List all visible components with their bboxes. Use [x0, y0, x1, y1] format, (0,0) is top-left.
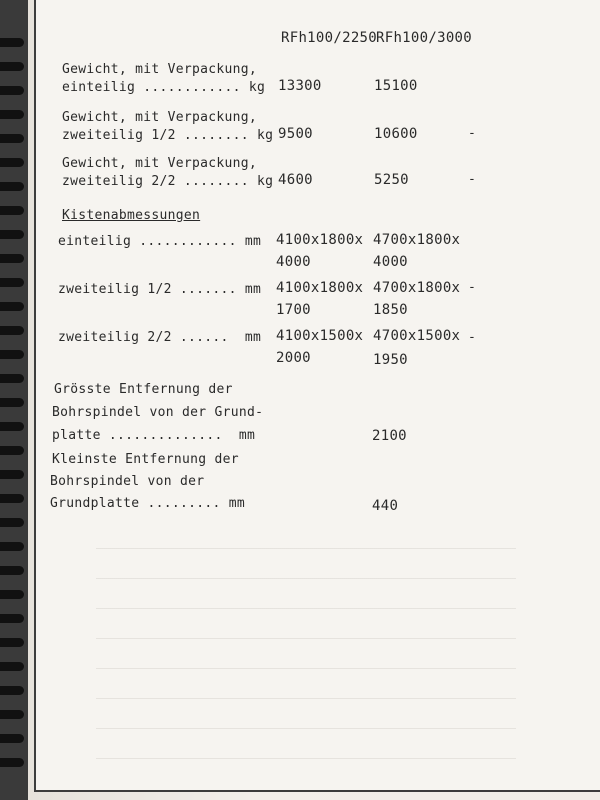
- crate-value-model-2: 4700x1500x: [373, 328, 461, 344]
- binding-ring: [0, 38, 24, 47]
- binding-ring: [0, 134, 24, 143]
- crate-value-model-1: 4100x1800x: [276, 280, 364, 296]
- crate-label: zweiteilig 1/2 ....... mm: [58, 282, 262, 297]
- weight-value-model-2: 10600: [374, 126, 418, 142]
- binding-ring: [0, 614, 24, 623]
- binding-ring: [0, 350, 24, 359]
- column-header-model-1: RFh100/2250: [281, 30, 378, 46]
- binding-ring: [0, 494, 24, 503]
- column-header-model-2: RFh100/3000: [376, 30, 473, 46]
- max-distance-value-model-2: 2100: [372, 428, 407, 444]
- binding-ring: [0, 326, 24, 335]
- min-distance-label-line3: Grundplatte ......... mm: [50, 496, 246, 511]
- weight-label-line1: Gewicht, mit Verpackung,: [62, 62, 258, 77]
- binding-ring: [0, 542, 24, 551]
- binding-ring: [0, 662, 24, 671]
- dash-mark: -: [468, 172, 477, 187]
- binding-ring: [0, 182, 24, 191]
- crate-value-model-1-height: 4000: [276, 254, 311, 270]
- document-page: [34, 0, 600, 792]
- binding-ring: [0, 254, 24, 263]
- binding-ring: [0, 206, 24, 215]
- weight-label-line2: zweiteilig 2/2 ........ kg: [62, 174, 274, 189]
- binding-ring: [0, 590, 24, 599]
- crate-value-model-2: 4700x1800x: [373, 232, 461, 248]
- binding-ring: [0, 398, 24, 407]
- binding-ring: [0, 230, 24, 239]
- crate-value-model-1: 4100x1500x: [276, 328, 364, 344]
- crate-value-model-1: 4100x1800x: [276, 232, 364, 248]
- binding-ring: [0, 278, 24, 287]
- crate-value-model-1-height: 1700: [276, 302, 311, 318]
- crate-label: zweiteilig 2/2 ...... mm: [58, 330, 262, 345]
- weight-label-line2: einteilig ............ kg: [62, 80, 266, 95]
- min-distance-label-line2: Bohrspindel von der: [50, 474, 205, 489]
- weight-value-model-1: 4600: [278, 172, 313, 188]
- spiral-binding: [0, 0, 28, 800]
- binding-ring: [0, 686, 24, 695]
- binding-ring: [0, 638, 24, 647]
- min-distance-label-line1: Kleinste Entfernung der: [52, 452, 239, 467]
- binding-ring: [0, 62, 24, 71]
- binding-ring: [0, 158, 24, 167]
- binding-ring: [0, 374, 24, 383]
- dash-mark: -: [468, 126, 477, 141]
- binding-ring: [0, 710, 24, 719]
- weight-label-line2: zweiteilig 1/2 ........ kg: [62, 128, 274, 143]
- binding-ring: [0, 470, 24, 479]
- crate-label: einteilig ............ mm: [58, 234, 262, 249]
- weight-value-model-2: 5250: [374, 172, 409, 188]
- weight-label-line1: Gewicht, mit Verpackung,: [62, 110, 258, 125]
- binding-ring: [0, 446, 24, 455]
- max-distance-label-line1: Grösste Entfernung der: [54, 382, 233, 397]
- binding-ring: [0, 302, 24, 311]
- bleed-through-texture: [96, 530, 516, 770]
- dash-mark: -: [468, 280, 477, 295]
- crate-value-model-1-height: 2000: [276, 350, 311, 366]
- binding-ring: [0, 566, 24, 575]
- min-distance-value-model-2: 440: [372, 498, 399, 514]
- weight-label-line1: Gewicht, mit Verpackung,: [62, 156, 258, 171]
- binding-ring: [0, 518, 24, 527]
- crate-value-model-2-height: 4000: [373, 254, 408, 270]
- crate-value-model-2-height: 1950: [373, 352, 408, 368]
- binding-ring: [0, 758, 24, 767]
- weight-value-model-1: 9500: [278, 126, 313, 142]
- section-heading-crate-dimensions: Kistenabmessungen: [62, 208, 201, 223]
- weight-value-model-2: 15100: [374, 78, 418, 94]
- dash-mark: -: [468, 330, 477, 345]
- crate-value-model-2-height: 1850: [373, 302, 408, 318]
- binding-ring: [0, 734, 24, 743]
- max-distance-label-line2: Bohrspindel von der Grund-: [52, 405, 264, 420]
- max-distance-label-line3: platte .............. mm: [52, 428, 256, 443]
- crate-value-model-2: 4700x1800x: [373, 280, 461, 296]
- binding-ring: [0, 86, 24, 95]
- binding-ring: [0, 422, 24, 431]
- weight-value-model-1: 13300: [278, 78, 322, 94]
- binding-ring: [0, 110, 24, 119]
